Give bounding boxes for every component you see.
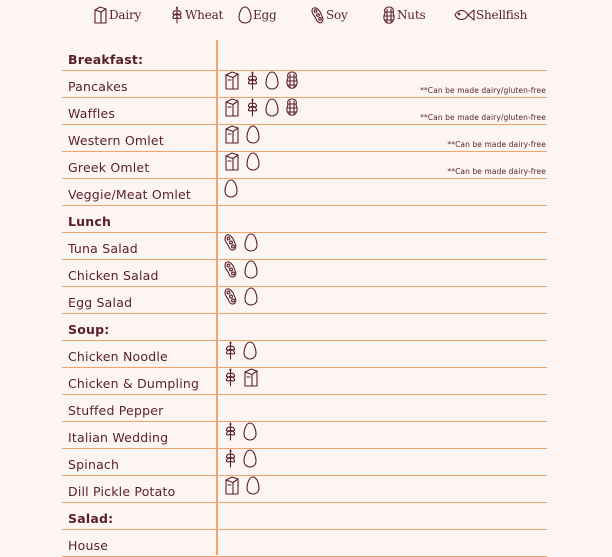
section-header-row (62, 206, 547, 233)
allergen-icons (224, 371, 259, 391)
table-row (62, 422, 547, 449)
section-title: Salad: (68, 511, 113, 526)
table-row (62, 476, 547, 503)
table-row (62, 287, 547, 314)
egg-icon (265, 98, 279, 121)
dairy-icon (224, 125, 240, 148)
dairy-icon (224, 476, 240, 499)
menu-item-name: Greek Omlet (68, 160, 149, 175)
section-header-row (62, 314, 547, 341)
egg-icon (246, 476, 260, 499)
menu-item-name: Chicken Salad (68, 268, 159, 283)
wheat-icon (246, 71, 259, 94)
wheat-icon (224, 341, 237, 364)
table-row (62, 530, 547, 557)
menu-item-name: Chicken & Dumpling (68, 376, 199, 391)
legend-label: Wheat (185, 8, 223, 22)
allergen-note: **Can be made dairy-free (447, 140, 546, 149)
wheat-icon (224, 368, 237, 391)
egg-icon (246, 125, 260, 148)
menu-item-name: Western Omlet (68, 133, 164, 148)
section-title: Lunch (68, 214, 111, 229)
section-title: Breakfast: (68, 52, 143, 67)
legend-label: Nuts (397, 8, 425, 22)
wheat-icon (224, 449, 237, 472)
menu-item-name: Tuna Salad (68, 241, 138, 256)
allergen-icons (224, 182, 238, 202)
nuts-icon (285, 71, 299, 94)
egg-icon (244, 233, 258, 256)
table-row (62, 71, 547, 98)
menu-item-name: Chicken Noodle (68, 349, 168, 364)
egg-icon (243, 422, 257, 445)
menu-item-name: Waffles (68, 106, 115, 121)
wheat-icon (246, 98, 259, 121)
soy-icon (224, 260, 238, 283)
legend-label: Dairy (109, 8, 141, 22)
soy-icon (224, 233, 238, 256)
soy-icon (224, 287, 238, 310)
egg-icon (244, 287, 258, 310)
allergen-note: **Can be made dairy/gluten-free (420, 86, 546, 95)
table-row (62, 125, 547, 152)
table-row (62, 233, 547, 260)
allergen-icons (224, 479, 260, 499)
table-row (62, 368, 547, 395)
table-row (62, 395, 547, 422)
allergen-icons (224, 74, 299, 94)
allergen-icons (224, 128, 260, 148)
table-row (62, 152, 547, 179)
allergen-icons (224, 155, 260, 175)
menu-item-name: Egg Salad (68, 295, 132, 310)
menu-item-name: Dill Pickle Potato (68, 484, 175, 499)
menu-item-name: House (68, 538, 108, 553)
section-header-row (62, 503, 547, 530)
section-header-row (62, 44, 547, 71)
egg-icon (243, 341, 257, 364)
menu-item-name: Pancakes (68, 79, 128, 94)
section-title: Soup: (68, 322, 109, 337)
allergen-icons (224, 263, 258, 283)
table-row (62, 341, 547, 368)
menu-item-name: Italian Wedding (68, 430, 168, 445)
egg-icon (244, 260, 258, 283)
dairy-icon (243, 368, 259, 391)
legend-label: Shellfish (476, 8, 527, 22)
allergen-icons (224, 344, 257, 364)
allergen-icons (224, 425, 257, 445)
allergen-note: **Can be made dairy-free (447, 167, 546, 176)
dairy-icon (224, 71, 240, 94)
table-row (62, 98, 547, 125)
dairy-icon (224, 98, 240, 121)
egg-icon (246, 152, 260, 175)
allergen-note: **Can be made dairy/gluten-free (420, 113, 546, 122)
allergen-icons (224, 101, 299, 121)
egg-icon (265, 71, 279, 94)
menu-item-name: Spinach (68, 457, 119, 472)
egg-icon (243, 449, 257, 472)
table-row (62, 179, 547, 206)
wheat-icon (224, 422, 237, 445)
allergen-icons (224, 236, 258, 256)
menu-item-name: Veggie/Meat Omlet (68, 187, 191, 202)
nuts-icon (285, 98, 299, 121)
allergen-icons (224, 452, 257, 472)
egg-icon (224, 179, 238, 202)
menu-item-name: Stuffed Pepper (68, 403, 163, 418)
table-row (62, 449, 547, 476)
table-row (62, 260, 547, 287)
legend-label: Egg (253, 8, 277, 22)
legend-label: Soy (326, 8, 348, 22)
dairy-icon (224, 152, 240, 175)
allergen-icons (224, 290, 258, 310)
